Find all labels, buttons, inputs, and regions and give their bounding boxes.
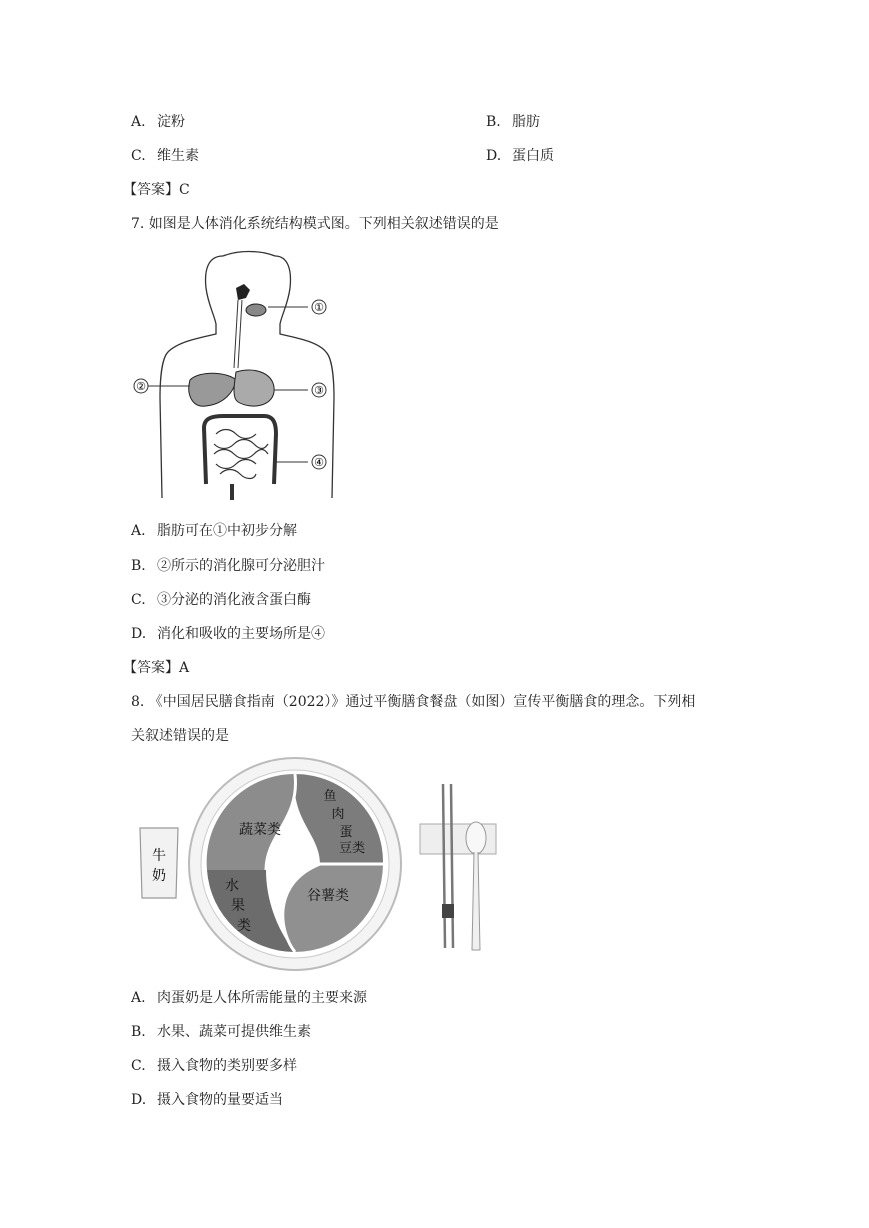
q7-option-d: [131, 624, 325, 644]
option-text: 摄入食物的量要适当: [157, 1092, 283, 1108]
option-text: 脂肪: [512, 114, 540, 130]
option-label: C.: [131, 148, 146, 164]
q6-option-a: [131, 112, 185, 132]
option-label: C.: [131, 1058, 146, 1074]
q7-option-a: [131, 521, 297, 541]
option-text: 脂肪可在①中初步分解: [157, 523, 297, 539]
q6-option-c: [131, 146, 199, 166]
option-text: 淀粉: [157, 114, 185, 130]
option-label: B.: [486, 114, 501, 130]
q7-answer: 【答案】A: [123, 660, 190, 676]
plate: [189, 758, 401, 970]
q7-option-b: [131, 556, 325, 576]
option-text: 水果、蔬菜可提供维生素: [157, 1024, 311, 1040]
option-text: ③分泌的消化液含蛋白酶: [157, 592, 311, 608]
q7-stem: 7. 如图是人体消化系统结构模式图。下列相关叙述错误的是: [131, 216, 499, 232]
option-label: D.: [131, 1092, 147, 1108]
q7-option-c: [131, 590, 311, 610]
plate-label-protein-2: 肉: [331, 807, 345, 822]
plate-label-protein-1: 鱼: [323, 789, 337, 804]
q8-stem-line2: 关叙述错误的是: [131, 728, 229, 744]
q8-option-b: [131, 1022, 311, 1042]
option-text: 维生素: [157, 148, 199, 164]
digestive-system-figure: [128, 248, 348, 508]
figure-label-4: ④: [314, 456, 324, 469]
option-text: ②所示的消化腺可分泌胆汁: [157, 558, 325, 574]
option-label: A.: [131, 990, 146, 1006]
option-text: 摄入食物的类别要多样: [157, 1058, 297, 1074]
milk-glass: [140, 828, 178, 898]
plate-label-protein-3: 蛋: [339, 825, 353, 840]
option-label: A.: [131, 523, 146, 539]
milk-label-1: 牛: [152, 848, 166, 864]
figure-label-2: ②: [136, 380, 146, 393]
chopsticks-and-spoon: [420, 784, 496, 950]
milk-label-2: 奶: [152, 868, 166, 884]
option-label: B.: [131, 1024, 146, 1040]
q8-option-a: [131, 988, 367, 1008]
option-label: B.: [131, 558, 146, 574]
plate-label-fruit-2: 果: [231, 898, 245, 914]
plate-label-fruit-3: 类: [237, 918, 251, 934]
q6-option-b: [486, 112, 540, 132]
option-label: D.: [131, 626, 147, 642]
plate-label-protein-4: 豆类: [338, 841, 366, 856]
option-label: D.: [486, 148, 502, 164]
option-label: A.: [131, 114, 146, 130]
plate-label-vegetables: 蔬菜类: [239, 822, 281, 838]
q6-option-d: [486, 146, 554, 166]
figure-label-3: ③: [314, 384, 324, 397]
plate-label-grains: 谷薯类: [307, 888, 349, 904]
q8-option-d: [131, 1090, 283, 1110]
q8-option-c: [131, 1056, 297, 1076]
option-text: 消化和吸收的主要场所是④: [157, 626, 325, 642]
option-text: 肉蛋奶是人体所需能量的主要来源: [157, 990, 367, 1006]
q8-stem-line1: 8. 《中国居民膳食指南（2022）》通过平衡膳食餐盘（如图）宣传平衡膳食的理念。下列相: [131, 694, 696, 710]
plate-label-fruit-1: 水: [225, 878, 239, 894]
option-label: C.: [131, 592, 146, 608]
figure-label-1: ①: [314, 301, 324, 314]
q6-answer: 【答案】C: [123, 182, 190, 198]
option-text: 蛋白质: [512, 148, 554, 164]
balanced-diet-plate-figure: [130, 754, 510, 976]
